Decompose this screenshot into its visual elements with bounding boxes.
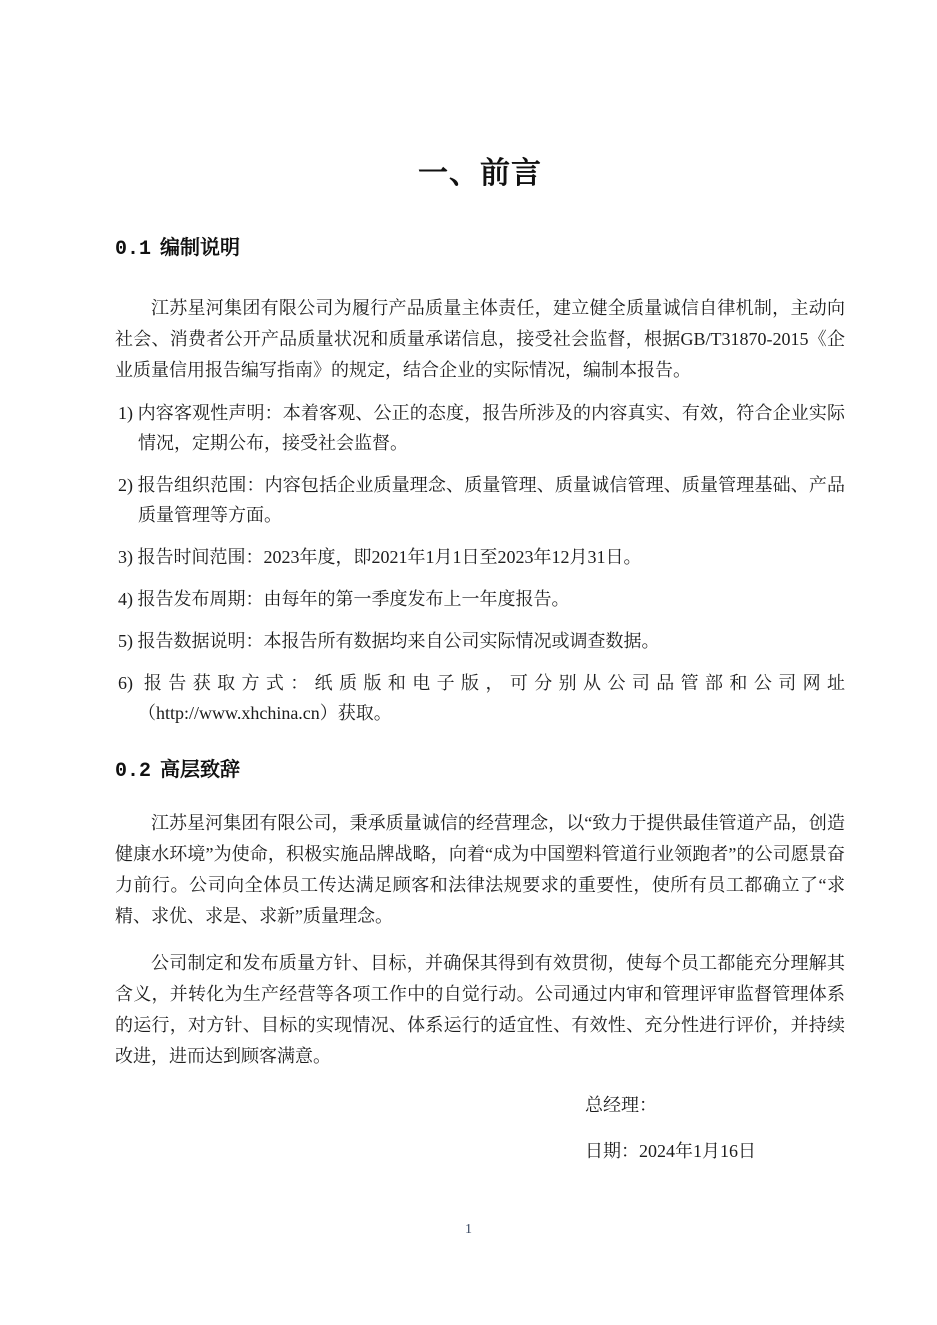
section-number: 0.1: [115, 238, 152, 261]
speech-paragraph: 公司制定和发布质量方针、目标，并确保其得到有效贯彻，使每个员工都能充分理解其含义，并转化为生产经营等各项工作中的自觉行动。公司通过内审和管理评审监督管理体系的运行，对方针、目标的实现情况、体系运行的适宜性、有效性、充分性进行评价，并持续改进，进而达到顾客满意。: [115, 953, 845, 1066]
list-item-text: 报告发布周期：由每年的第一季度发布上一年度报告。: [137, 589, 570, 609]
list-item-text: 报告组织范围：内容包括企业质量理念、质量管理、质量诚信管理、质量管理基础、产品质量管理等方面。: [137, 475, 846, 525]
list-item-marker: 4): [118, 589, 133, 609]
intro-paragraph: 江苏星河集团有限公司为履行产品质量主体责任，建立健全质量诚信自律机制，主动向社会、消费者公开产品质量状况和质量承诺信息，接受社会监督，根据GB/T31870-2015《企业质量信用报告编写指南》的规定，结合企业的实际情况，编制本报告。: [115, 298, 845, 380]
list-item-text: 报告获取方式：纸质版和电子版，可分别从公司品管部和公司网址（http://www.xhchina.cn）获取。: [138, 673, 846, 723]
section-heading-0-1: [115, 236, 845, 262]
list-item: [118, 584, 845, 614]
list-item: [118, 542, 845, 572]
numbered-list: [115, 398, 845, 728]
section-heading-0-2: [115, 758, 845, 784]
speech-paragraph: 江苏星河集团有限公司，秉承质量诚信的经营理念，以“致力于提供最佳管道产品，创造健康水环境”为使命，积极实施品牌战略，向着“成为中国塑料管道行业领跑者”的公司愿景奋力前行。公司向全体员工传达满足顾客和法律法规要求的重要性，使所有员工都确立了“求精、求优、求是、求新”质量理念。: [115, 813, 845, 926]
signer-line: 总经理：: [585, 1095, 657, 1115]
list-item-marker: 6): [118, 673, 133, 693]
signature-block: [115, 1090, 845, 1166]
list-item-text: 报告时间范围：2023年度，即2021年1月1日至2023年12月31日。: [137, 547, 642, 567]
list-item: [118, 668, 845, 728]
page-number: 1: [465, 1222, 472, 1237]
section-label: 编制说明: [160, 237, 241, 259]
list-item-marker: 2): [118, 475, 133, 495]
section-label: 高层致辞: [160, 759, 241, 781]
section-number: 0.2: [115, 760, 152, 783]
list-item: [118, 398, 845, 458]
list-item-marker: 5): [118, 631, 133, 651]
list-item-text: 内容客观性声明：本着客观、公正的态度，报告所涉及的内容真实、有效，符合企业实际情况，定期公布，接受社会监督。: [137, 403, 846, 453]
list-item-text: 报告数据说明：本报告所有数据均来自公司实际情况或调查数据。: [137, 631, 660, 651]
list-item-marker: 1): [118, 403, 133, 423]
signature-date-line: 日期：2024年1月16日: [585, 1141, 756, 1161]
list-item-marker: 3): [118, 547, 133, 567]
list-item: [118, 470, 845, 530]
list-item: [118, 626, 845, 656]
page-title: 一、前言: [418, 157, 542, 190]
